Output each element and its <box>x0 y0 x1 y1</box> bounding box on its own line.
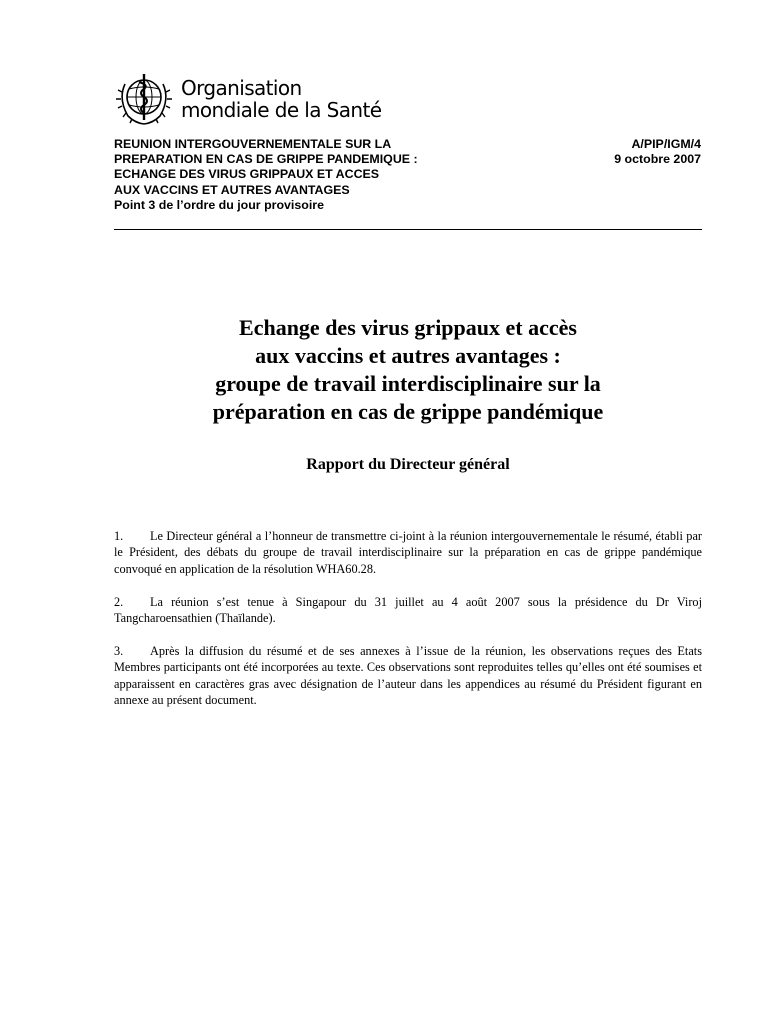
title-line: aux vaccins et autres avantages : <box>255 343 561 368</box>
paragraph <box>114 594 702 627</box>
meeting-line: ECHANGE DES VIRUS GRIPPAUX ET ACCES <box>114 167 380 182</box>
document-title <box>114 314 702 426</box>
title-line: groupe de travail interdisciplinaire sur la <box>215 371 601 396</box>
who-emblem-icon <box>113 68 175 130</box>
report-subtitle: Rapport du Directeur général <box>306 456 510 473</box>
org-name-line-1: Organisation <box>181 76 302 100</box>
paragraph-number: 2. <box>114 595 124 609</box>
title-line: préparation en cas de grippe pandémique <box>212 399 604 424</box>
meeting-line: REUNION INTERGOUVERNEMENTALE SUR LA <box>114 137 392 151</box>
paragraph-number: 3. <box>114 644 124 658</box>
who-logo <box>113 68 381 130</box>
organisation-name <box>181 77 381 121</box>
paragraph-text: Le Directeur général a l’honneur de transmettre ci-joint à la réunion intergouvernementale le résumé, établi par le Président, des débats du groupe de travail interdisciplinaire sur la préparation en cas de grippe pandémique convoqué en application de la résolution WHA60.28. <box>114 529 702 576</box>
document-reference <box>614 137 701 167</box>
doc-date: 9 octobre 2007 <box>614 152 701 167</box>
paragraph <box>114 528 702 577</box>
doc-symbol: A/PIP/IGM/4 <box>631 137 701 151</box>
paragraph <box>114 643 702 708</box>
paragraph-number: 1. <box>114 529 124 543</box>
org-name-line-2: mondiale de la Santé <box>181 98 382 122</box>
header-divider <box>114 229 702 230</box>
meeting-line: AUX VACCINS ET AUTRES AVANTAGES <box>114 182 350 197</box>
meeting-title-block <box>114 137 418 213</box>
agenda-item: Point 3 de l’ordre du jour provisoire <box>114 197 324 212</box>
title-line: Echange des virus grippaux et accès <box>239 315 577 340</box>
paragraph-text: Après la diffusion du résumé et de ses annexes à l’issue de la réunion, les observations reçues des Etats Membres participants ont été incorporées au texte. Ces observations sont reproduites telles qu’elles ont été soumises et apparaissent en caractères gras avec désignation de l’auteur dans les appendices au résumé du Président figurant en annexe au présent document. <box>114 644 702 707</box>
paragraph-text: La réunion s’est tenue à Singapour du 31 juillet au 4 août 2007 sous la présidence du Dr Viroj Tangcharoensathien (Thaïlande). <box>114 595 702 626</box>
meeting-line: PREPARATION EN CAS DE GRIPPE PANDEMIQUE : <box>114 152 418 167</box>
